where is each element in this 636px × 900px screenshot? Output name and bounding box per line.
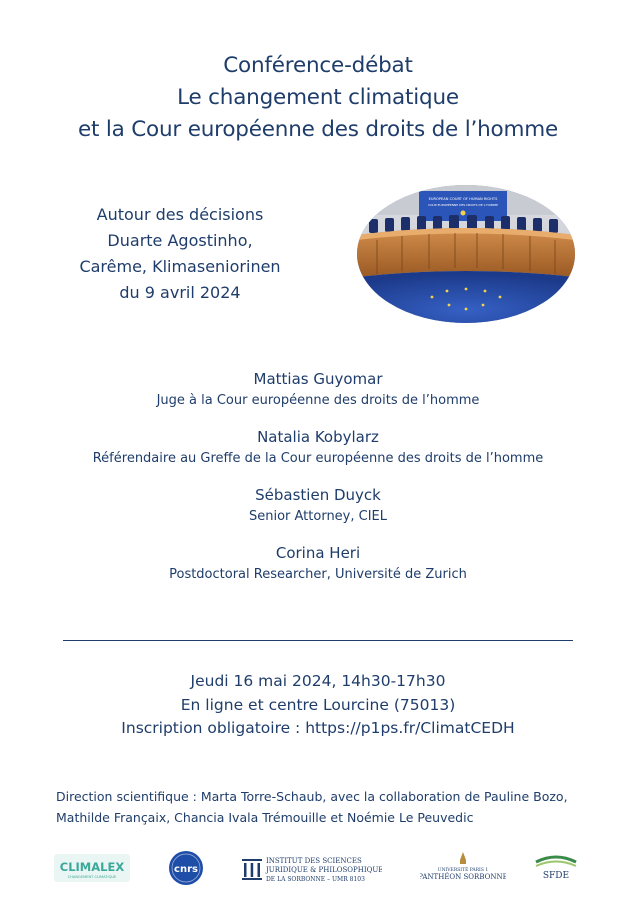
page-title — [0, 50, 636, 146]
courtroom-illustration — [357, 185, 575, 323]
speaker-role: Juge à la Cour européenne des droits de l’homme — [156, 393, 480, 408]
decisions-line-2: Duarte Agostinho, — [107, 231, 253, 250]
isjps-logo — [240, 848, 382, 888]
speaker-role: Référendaire au Greffe de la Cour européenne des droits de l’homme — [92, 451, 544, 466]
decisions-line-4: du 9 avril 2024 — [119, 283, 241, 302]
divider — [63, 640, 573, 641]
climalex-logo-mark — [54, 848, 130, 888]
sfde-logo — [530, 848, 582, 888]
banner-line-2: COUR EUROPÉENNE DES DROITS DE L’HOMME — [427, 203, 499, 207]
decisions-line-3: Carême, Klimaseniorinen — [79, 257, 281, 276]
speaker-name: Sébastien Duyck — [255, 486, 381, 504]
title-line-2: Le changement climatique — [177, 85, 459, 110]
event-date: Jeudi 16 mai 2024, 14h30-17h30 — [190, 672, 446, 690]
speaker-role: Senior Attorney, CIEL — [248, 509, 388, 524]
court-photo — [357, 185, 575, 323]
isjps-line-1: INSTITUT DES SCIENCES — [266, 857, 362, 865]
speaker-name: Natalia Kobylarz — [257, 428, 379, 446]
isjps-logo-mark — [240, 848, 382, 888]
credits-line-2: Mathilde Françaix, Chancia Ivala Trémouille et Noémie Le Peuvedic — [56, 810, 474, 825]
speaker-item — [40, 484, 596, 528]
scientific-direction — [56, 786, 616, 828]
banner-line-1: EUROPEAN COURT OF HUMAN RIGHTS — [428, 197, 498, 201]
climalex-logo — [54, 848, 130, 888]
paris1-line-1: UNIVERSITÉ PARIS 1 — [437, 868, 489, 873]
isjps-line-2: JURIDIQUE & PHILOSOPHIQUE — [266, 866, 382, 874]
decisions-line-1: Autour des décisions — [96, 205, 264, 224]
event-registration-link[interactable]: Inscription obligatoire : https://p1ps.fr/ClimatCEDH — [121, 719, 515, 737]
cnrs-logo-mark — [166, 848, 206, 888]
paris1-line-2: PANTHÉON SORBONNE — [420, 873, 506, 881]
sfde-text: SFDE — [542, 871, 570, 881]
sfde-logo-mark — [530, 848, 582, 888]
decisions-block — [50, 202, 310, 306]
event-info — [0, 670, 636, 741]
paris1-logo — [420, 848, 506, 888]
paris1-logo-mark — [420, 848, 506, 888]
speaker-item — [40, 368, 596, 412]
speaker-name: Mattias Guyomar — [253, 370, 383, 388]
climalex-text: CLIMALEX — [59, 860, 125, 874]
speaker-item — [40, 542, 596, 586]
event-place: En ligne et centre Lourcine (75013) — [180, 695, 456, 714]
speaker-name: Corina Heri — [275, 544, 361, 562]
cnrs-logo — [166, 848, 206, 888]
credits-line-1: Direction scientifique : Marta Torre-Schaub, avec la collaboration de Pauline Bozo, — [56, 789, 568, 804]
isjps-line-3: DE LA SORBONNE – UMR 8103 — [266, 876, 365, 883]
title-line-1: Conférence-débat — [223, 53, 413, 78]
speakers-list — [40, 368, 596, 600]
speaker-item — [40, 426, 596, 470]
speaker-role: Postdoctoral Researcher, Université de Zurich — [169, 567, 467, 582]
title-line-3: et la Cour européenne des droits de l’homme — [77, 117, 559, 142]
cnrs-text: cnrs — [174, 864, 198, 875]
climalex-subtext: CHANGEMENT CLIMATIQUE — [67, 875, 117, 879]
